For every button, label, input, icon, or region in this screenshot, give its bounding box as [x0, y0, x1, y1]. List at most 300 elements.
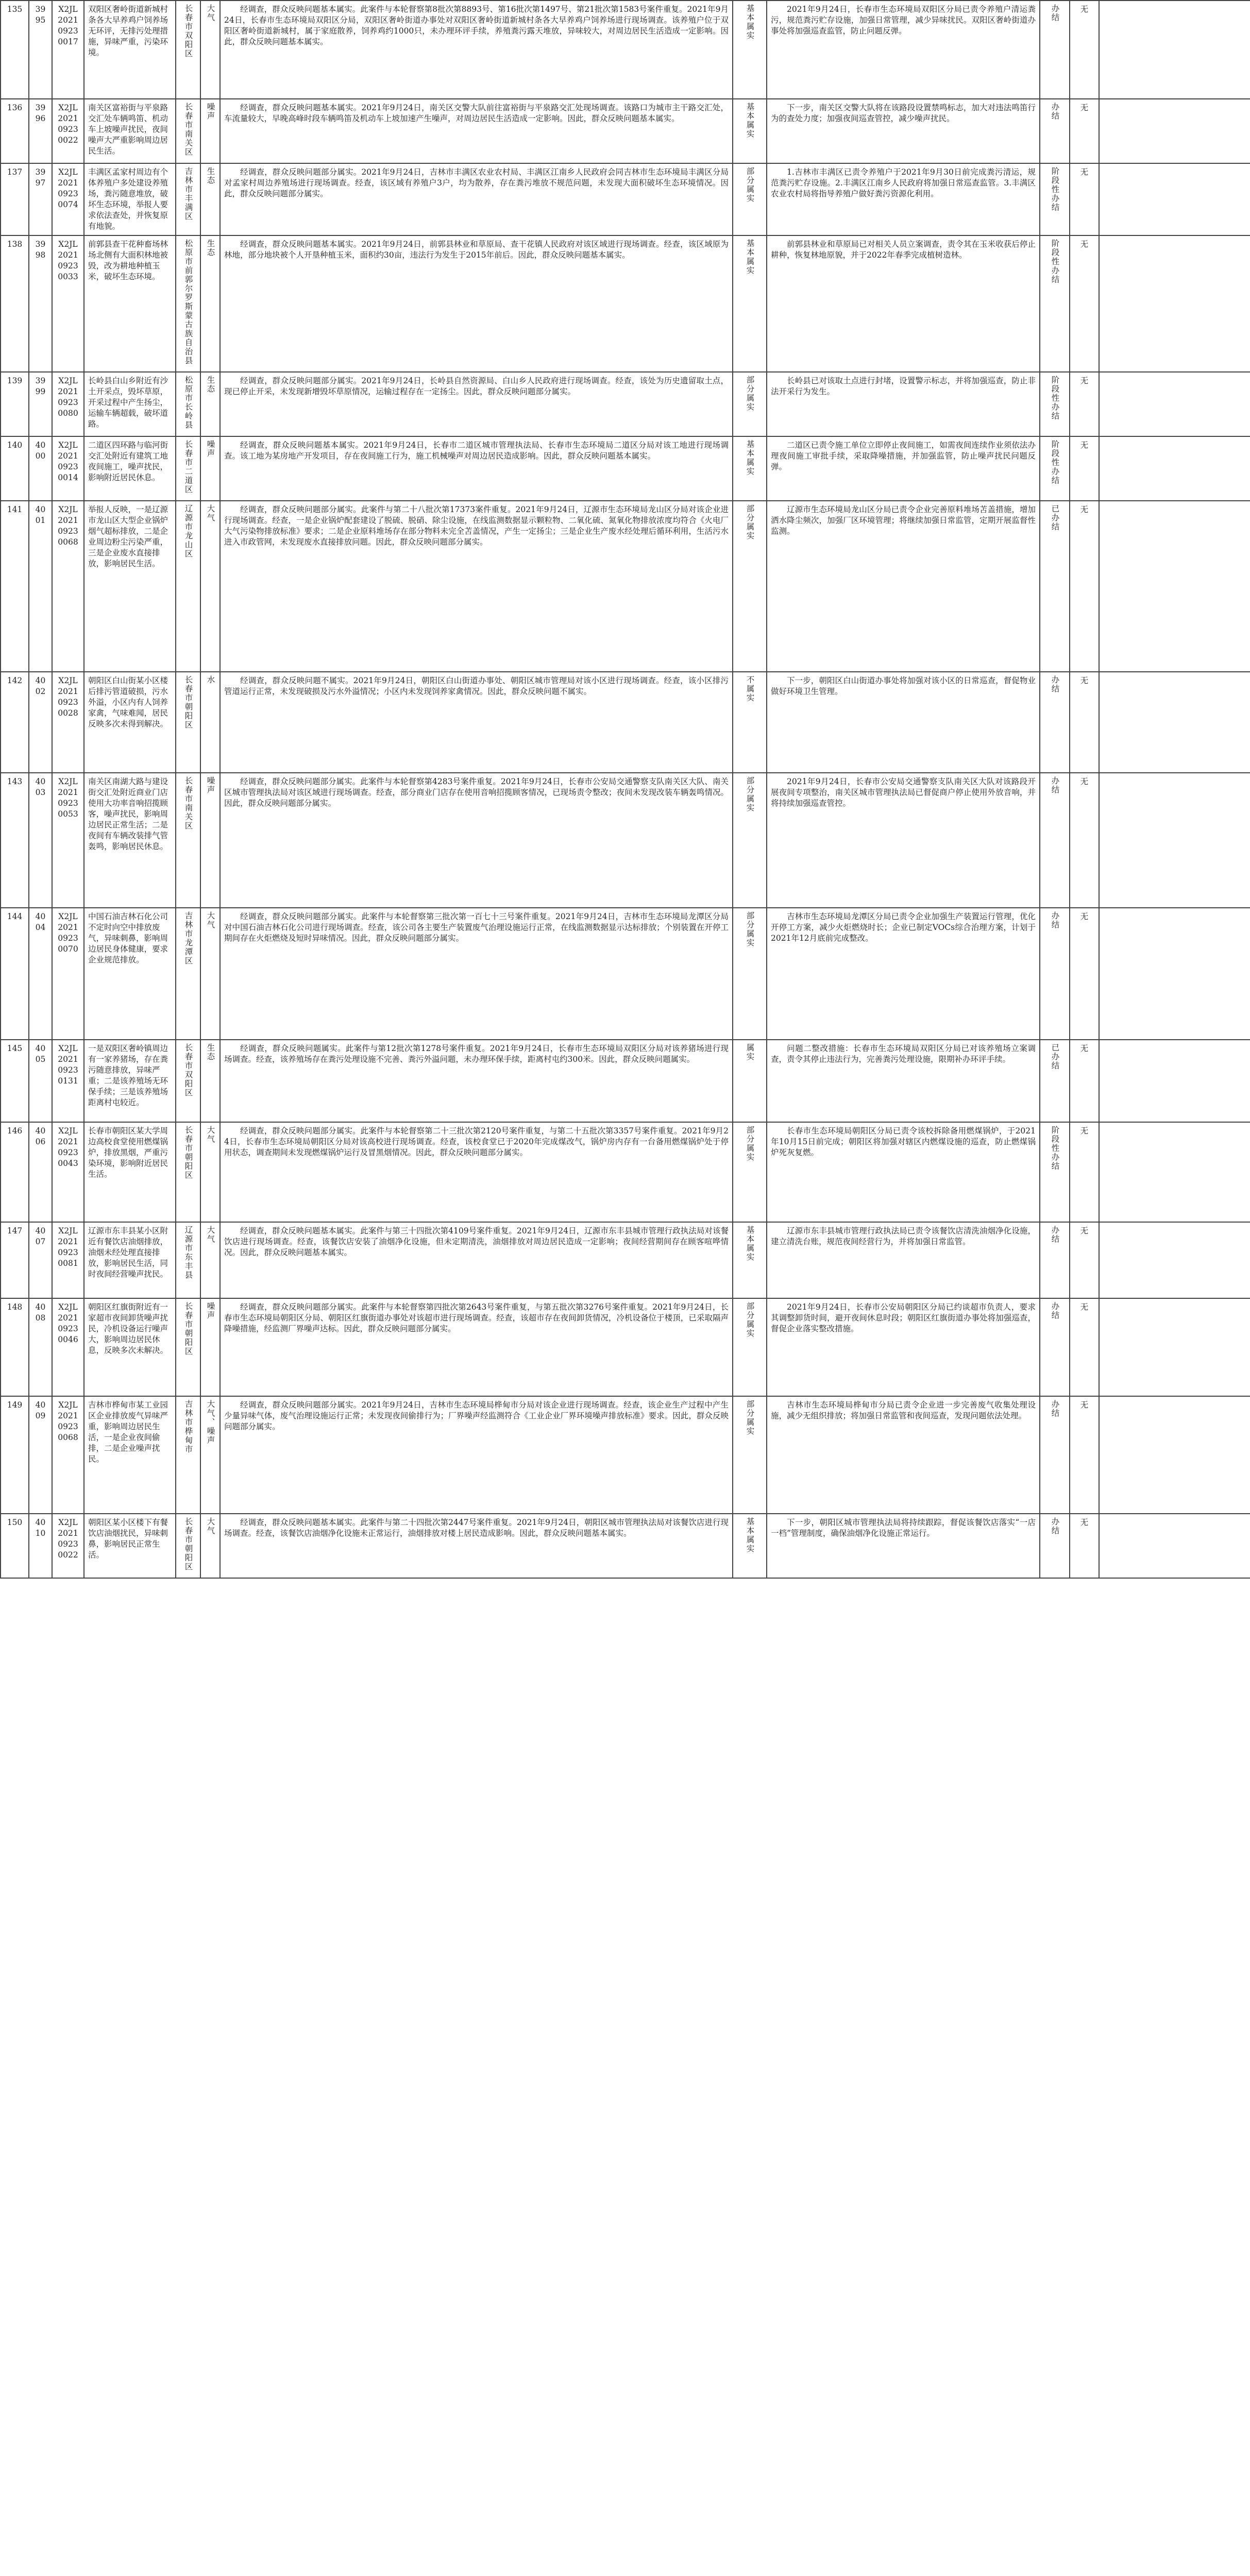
accountability-cell [1070, 1122, 1099, 1222]
status-cell [1040, 1122, 1070, 1222]
complaint-summary-cell [84, 1298, 176, 1396]
investigation-finding-cell [220, 1222, 733, 1298]
district-cell [176, 436, 200, 501]
complaint-summary-text: 辽源市东丰县某小区附近有餐饮店油烟排放，油烟未经处理直接排放，影响居民生活，同时夜间经营噪声扰民。 [88, 1226, 168, 1279]
rectification-cell [767, 908, 1040, 1040]
rectification-cell [767, 436, 1040, 501]
table-row [1, 1122, 1250, 1222]
table-row [1, 1040, 1250, 1122]
table-row [1, 908, 1250, 1040]
pollution-type-cell [200, 436, 220, 501]
accountability-cell [1070, 1040, 1099, 1122]
investigation-finding-text: 经调查，群众反映问题部分属实。此案件与本轮督察第二十三批次第2120号案件重复，与第二十五批次第3357号案件重复。2021年9月24日，长春市生态环境局朝阳区分局对该高校进行现场调查。经查，该校食堂已于2020年完成煤改气，锅炉房内存有一台备用燃煤锅炉处于停用状态，调查期间未发现燃煤锅炉运行及冒黑烟情况。因此，群众反映问题部分属实。 [224, 1126, 729, 1157]
status-cell [1040, 1040, 1070, 1122]
investigation-finding-cell [220, 501, 733, 672]
verdict-text: 部分属实 [745, 776, 755, 812]
verdict-cell [733, 1222, 767, 1298]
status-cell [1040, 372, 1070, 436]
seq-number-text: 139 [7, 376, 23, 385]
case-code-cell [52, 1, 84, 99]
pollution-type-text: 噪声 [206, 776, 215, 794]
status-cell [1040, 672, 1070, 773]
rectification-cell [767, 672, 1040, 773]
verdict-text: 部分属实 [745, 167, 755, 203]
status-text: 阶段性办结 [1050, 440, 1060, 485]
rectification-cell [767, 1040, 1040, 1122]
accountability-cell [1070, 1396, 1099, 1514]
complaint-summary-text: 朝阳区白山街某小区楼后排污管道破损，污水外溢，小区内有人饲养家禽，气味难闻，居民反映多次未得到解决。 [88, 676, 168, 728]
district-text: 辽源市龙山区 [183, 504, 193, 558]
case-code-text: X2JL202109230068 [58, 505, 78, 547]
case-code-text: X2JL202109230014 [58, 440, 78, 482]
pollution-type-text: 大气、噪声 [206, 1400, 215, 1445]
table-row [1, 1222, 1250, 1298]
case-number-cell [29, 372, 52, 436]
district-cell [176, 372, 200, 436]
status-cell [1040, 908, 1070, 1040]
status-text: 阶段性办结 [1050, 167, 1060, 212]
case-number-cell [29, 773, 52, 908]
pollution-type-cell [200, 372, 220, 436]
verdict-text: 部分属实 [745, 1126, 755, 1162]
investigation-finding-text: 经调查，群众反映问题部分属实。此案件与本轮督察第三批次第一百七十三号案件重复。2021年9月24日，吉林市生态环境局龙潭区分局对中国石油吉林石化公司进行现场调查。经查，该公司各主要生产装置废气治理设施运行正常，在线监测数据显示达标排放；个别装置在开停工期间存在火炬燃烧及短时异味情况。因此，群众反映问题部分属实。 [224, 912, 729, 943]
seq-number-cell [1, 1222, 29, 1298]
case-code-cell [52, 1222, 84, 1298]
case-number-cell [29, 1222, 52, 1298]
district-cell [176, 99, 200, 163]
investigation-finding-text: 经调查，群众反映问题部分属实。此案件与第二十八批次第17373案件重复。2021年9月24日，辽源市生态环境局龙山区分局对该企业进行现场调查。经查，一是企业锅炉配套建设了脱硫、脱硝、除尘设施，在线监测数据显示颗粒物、二氧化硫、氮氧化物排放浓度均符合《火电厂大气污染物排放标准》要求；二是企业原料堆场存在部分物料未完全苫盖情况，产生一定扬尘；三是企业生产废水经处理后循环利用，生活污水进入市政管网，未发现废水直接排放问题。因此，群众反映问题部分属实。 [224, 505, 729, 547]
case-code-cell [52, 908, 84, 1040]
status-cell [1040, 1222, 1070, 1298]
accountability-text: 无 [1080, 440, 1089, 450]
district-cell [176, 1514, 200, 1578]
case-code-text: X2JL202109230068 [58, 1400, 78, 1442]
case-code-text: X2JL202109230070 [58, 912, 78, 954]
case-code-text: X2JL202109230022 [58, 103, 78, 145]
remark-cell [1099, 908, 1250, 1040]
verdict-cell [733, 1040, 767, 1122]
investigation-finding-cell [220, 1040, 733, 1122]
accountability-cell [1070, 908, 1099, 1040]
status-cell [1040, 501, 1070, 672]
pollution-type-text: 噪声 [206, 1302, 215, 1320]
pollution-type-text: 生态 [206, 239, 215, 257]
pollution-type-cell [200, 1298, 220, 1396]
verdict-text: 基本属实 [745, 1226, 755, 1262]
status-cell [1040, 1298, 1070, 1396]
accountability-text: 无 [1080, 167, 1089, 177]
case-number-text: 4002 [35, 676, 46, 696]
verdict-cell [733, 773, 767, 908]
rectification-text: 2021年9月24日，长春市公安局朝阳区分局已约谈超市负责人，要求其调整卸货时间，避开夜间休息时段；朝阳区红旗街道办事处将加强巡查，督促企业落实整改措施。 [771, 1302, 1036, 1333]
pollution-type-text: 大气 [206, 911, 215, 929]
seq-number-cell [1, 1396, 29, 1514]
pollution-type-cell [200, 672, 220, 773]
remark-cell [1099, 436, 1250, 501]
investigation-finding-text: 经调查，群众反映问题基本属实。2021年9月24日，前郭县林业和草原局、查干花镇人民政府对该区域进行现场调查。经查，该区域原为林地，部分地块被个人开垦种植玉米，面积约30亩，违法行为发生于2015年前后。因此，群众反映问题基本属实。 [224, 240, 729, 260]
district-text: 长春市双阳区 [183, 4, 193, 58]
verdict-text: 属实 [745, 1043, 755, 1061]
complaint-summary-text: 朝阳区某小区楼下有餐饮店油烟扰民，异味刺鼻，影响居民正常生活。 [88, 1518, 168, 1560]
investigation-finding-cell [220, 99, 733, 163]
seq-number-text: 143 [7, 777, 23, 786]
seq-number-cell [1, 672, 29, 773]
remark-cell [1099, 773, 1250, 908]
rectification-cell [767, 235, 1040, 372]
status-cell [1040, 163, 1070, 235]
district-text: 辽源市东丰县 [183, 1226, 193, 1280]
seq-number-text: 148 [7, 1302, 23, 1312]
case-number-cell [29, 501, 52, 672]
verdict-text: 基本属实 [745, 239, 755, 275]
table-row [1, 235, 1250, 372]
pollution-type-cell [200, 1122, 220, 1222]
status-text: 已办结 [1050, 1043, 1060, 1071]
case-number-text: 4008 [35, 1302, 46, 1323]
verdict-cell [733, 1396, 767, 1514]
district-text: 吉林市龙潭区 [183, 911, 193, 965]
verdict-text: 部分属实 [745, 504, 755, 540]
accountability-text: 无 [1080, 676, 1089, 685]
investigation-finding-text: 经调查，群众反映问题部分属实。2021年9月24日，吉林市丰满区农业农村局、丰满区江南乡人民政府会同吉林市生态环境局丰满区分局对孟家村周边养殖场进行现场调查。经查，该区域有养殖户3户，均为散养，存在粪污堆放不规范问题，未发现大面积破坏生态环境情况。因此，群众反映问题部分属实。 [224, 167, 729, 198]
investigation-finding-text: 经调查，群众反映问题基本属实。此案件与第三十四批次第4109号案件重复。2021年9月24日，辽源市东丰县城市管理行政执法局对该餐饮店进行现场调查。经查，该餐饮店安装了油烟净化设施，但未定期清洗，油烟排放对周边居民造成一定影响；夜间经营期间存在顾客喧哗情况。因此，群众反映问题基本属实。 [224, 1226, 729, 1257]
case-code-text: X2JL202109230053 [58, 777, 78, 819]
investigation-finding-text: 经调查，群众反映问题基本属实。此案件与第二十四批次第2447号案件重复。2021年9月24日，朝阳区城市管理执法局对该餐饮店进行现场调查。经查，该餐饮店油烟净化设施未正常运行，油烟排放对楼上居民造成影响。因此，群众反映问题基本属实。 [224, 1518, 729, 1538]
remark-cell [1099, 372, 1250, 436]
investigation-finding-text: 经调查，群众反映问题基本属实。2021年9月24日，长春市二道区城市管理执法局、长春市生态环境局二道区分局对该工地进行现场调查。该工地为某房地产开发项目，存在夜间施工行为，施工机械噪声对周边居民造成影响。因此，群众反映问题基本属实。 [224, 440, 729, 461]
seq-number-text: 141 [7, 505, 23, 514]
seq-number-cell [1, 1298, 29, 1396]
case-code-cell [52, 163, 84, 235]
accountability-cell [1070, 773, 1099, 908]
district-cell [176, 1, 200, 99]
case-code-text: X2JL202109230028 [58, 676, 78, 718]
pollution-type-cell [200, 1222, 220, 1298]
pollution-type-cell [200, 1514, 220, 1578]
district-cell [176, 773, 200, 908]
pollution-type-cell [200, 1, 220, 99]
rectification-cell [767, 501, 1040, 672]
pollution-type-cell [200, 235, 220, 372]
rectification-text: 辽源市生态环境局龙山区分局已责令企业完善原料堆场苫盖措施，增加洒水降尘频次，加强厂区环境管理；将继续加强日常监管，定期开展监督性监测。 [771, 505, 1036, 536]
complaint-table-body [1, 1, 1250, 1578]
case-code-cell [52, 672, 84, 773]
complaint-summary-text: 长岭县白山乡附近有沙土开采点，毁坏草原，开采过程中产生扬尘，运输车辆超载，破坏道路。 [88, 376, 168, 429]
district-cell [176, 1040, 200, 1122]
complaint-summary-cell [84, 773, 176, 908]
case-number-text: 4007 [35, 1226, 46, 1246]
case-number-cell [29, 1514, 52, 1578]
investigation-finding-text: 经调查，群众反映问题部分属实。2021年9月24日，长岭县自然资源局、白山乡人民政府进行现场调查。经查，该处为历史遗留取土点，现已停止开采，未发现新增毁坏草原情况，运输过程存在一定扬尘。因此，群众反映问题部分属实。 [224, 376, 729, 396]
status-text: 阶段性办结 [1050, 1126, 1060, 1171]
seq-number-cell [1, 99, 29, 163]
case-number-text: 4003 [35, 777, 46, 797]
case-number-text: 3996 [35, 103, 46, 123]
remark-cell [1099, 235, 1250, 372]
district-text: 长春市朝阳区 [183, 675, 193, 730]
complaint-summary-cell [84, 163, 176, 235]
rectification-text: 下一步，朝阳区白山街道办事处将加强对该小区的日常巡查，督促物业做好环境卫生管理。 [771, 676, 1036, 696]
seq-number-cell [1, 908, 29, 1040]
case-code-text: X2JL202109230033 [58, 240, 78, 281]
rectification-cell [767, 1, 1040, 99]
case-code-cell [52, 1514, 84, 1578]
district-cell [176, 908, 200, 1040]
complaint-summary-text: 举报人反映，一是辽源市龙山区大型企业锅炉烟气超标排放，二是企业周边粉尘污染严重，三是企业废水直接排放，影响居民生活。 [88, 505, 168, 568]
accountability-cell [1070, 501, 1099, 672]
verdict-text: 基本属实 [745, 1517, 755, 1553]
district-cell [176, 1122, 200, 1222]
accountability-text: 无 [1080, 777, 1089, 786]
case-code-text: X2JL202109230022 [58, 1518, 78, 1560]
status-cell [1040, 1514, 1070, 1578]
accountability-text: 无 [1080, 5, 1089, 14]
pollution-type-text: 大气 [206, 1517, 215, 1535]
case-number-cell [29, 672, 52, 773]
remark-cell [1099, 1298, 1250, 1396]
accountability-text: 无 [1080, 1044, 1089, 1053]
case-number-text: 3999 [35, 376, 46, 396]
district-cell [176, 1298, 200, 1396]
table-row [1, 436, 1250, 501]
district-text: 松原市长岭县 [183, 376, 193, 430]
table-row [1, 672, 1250, 773]
case-number-text: 4000 [35, 440, 46, 461]
district-text: 长春市二道区 [183, 440, 193, 494]
status-cell [1040, 436, 1070, 501]
seq-number-cell [1, 1514, 29, 1578]
investigation-finding-cell [220, 773, 733, 908]
accountability-cell [1070, 1222, 1099, 1298]
pollution-type-cell [200, 501, 220, 672]
verdict-text: 基本属实 [745, 103, 755, 139]
district-text: 吉林市桦甸市 [183, 1400, 193, 1454]
case-number-text: 4004 [35, 912, 46, 932]
seq-number-text: 140 [7, 440, 23, 450]
accountability-cell [1070, 163, 1099, 235]
verdict-text: 部分属实 [745, 376, 755, 412]
investigation-finding-text: 经调查，群众反映问题部分属实。此案件与本轮督察第四批次第2643号案件重复，与第五批次第3276号案件重复。2021年9月24日，长春市生态环境局朝阳区分局、朝阳区红旗街道办事处对该超市进行现场调查。经查，该超市存在夜间卸货情况，冷机设备位于楼顶，已采取隔声降噪措施，经监测厂界噪声达标。因此，群众反映问题部分属实。 [224, 1302, 729, 1333]
investigation-finding-cell [220, 235, 733, 372]
complaint-summary-cell [84, 1122, 176, 1222]
seq-number-cell [1, 1040, 29, 1122]
status-cell [1040, 1, 1070, 99]
status-text: 阶段性办结 [1050, 376, 1060, 421]
table-row [1, 1, 1250, 99]
status-text: 办结 [1050, 911, 1060, 929]
investigation-finding-cell [220, 1, 733, 99]
accountability-text: 无 [1080, 103, 1089, 112]
pollution-type-text: 生态 [206, 1043, 215, 1061]
accountability-text: 无 [1080, 1400, 1089, 1410]
case-number-cell [29, 1298, 52, 1396]
investigation-finding-cell [220, 436, 733, 501]
case-number-cell [29, 436, 52, 501]
status-text: 阶段性办结 [1050, 239, 1060, 284]
seq-number-text: 144 [7, 912, 23, 921]
investigation-finding-cell [220, 1122, 733, 1222]
complaint-summary-text: 南关区富裕街与平泉路交汇处车辆鸣笛、机动车上坡噪声扰民，夜间噪声大严重影响周边居民生活。 [88, 103, 168, 156]
seq-number-text: 142 [7, 676, 23, 685]
seq-number-text: 145 [7, 1044, 23, 1053]
rectification-cell [767, 773, 1040, 908]
status-text: 办结 [1050, 776, 1060, 794]
accountability-cell [1070, 672, 1099, 773]
pollution-type-text: 生态 [206, 376, 215, 394]
district-text: 长春市双阳区 [183, 1043, 193, 1097]
case-number-cell [29, 1396, 52, 1514]
case-code-cell [52, 436, 84, 501]
accountability-text: 无 [1080, 505, 1089, 514]
district-text: 长春市朝阳区 [183, 1517, 193, 1571]
pollution-type-cell [200, 163, 220, 235]
case-code-text: X2JL202109230074 [58, 167, 78, 209]
case-number-text: 3998 [35, 240, 46, 260]
district-cell [176, 1396, 200, 1514]
case-code-text: X2JL202109230017 [58, 5, 78, 46]
complaint-summary-text: 朝阳区红旗街附近有一家超市夜间卸货噪声扰民，冷机设备运行噪声大，影响周边居民休息，反映多次未解决。 [88, 1302, 168, 1355]
case-number-text: 4010 [35, 1518, 46, 1538]
rectification-text: 长岭县已对该取土点进行封堵，设置警示标志，并将加强巡查，防止非法开采行为发生。 [771, 376, 1036, 396]
remark-cell [1099, 1396, 1250, 1514]
complaint-summary-cell [84, 1514, 176, 1578]
district-cell [176, 163, 200, 235]
remark-cell [1099, 672, 1250, 773]
pollution-type-cell [200, 99, 220, 163]
case-code-cell [52, 99, 84, 163]
investigation-finding-cell [220, 908, 733, 1040]
pollution-type-cell [200, 1040, 220, 1122]
complaint-summary-cell [84, 1, 176, 99]
accountability-cell [1070, 235, 1099, 372]
verdict-text: 基本属实 [745, 440, 755, 476]
case-code-text: X2JL202109230081 [58, 1226, 78, 1268]
accountability-text: 无 [1080, 240, 1089, 249]
accountability-text: 无 [1080, 1518, 1089, 1527]
seq-number-text: 137 [7, 167, 23, 177]
verdict-cell [733, 235, 767, 372]
table-row [1, 163, 1250, 235]
verdict-text: 不属实 [745, 675, 755, 703]
complaint-summary-cell [84, 1222, 176, 1298]
investigation-finding-text: 经调查，群众反映问题属实。此案件与第12批次第1278号案件重复。2021年9月24日，长春市生态环境局双阳区分局对该养猪场进行现场调查。经查，该养殖场存在粪污处理设施不完善、粪污外溢问题，未办理环保手续，距离村屯约300米。因此，群众反映问题属实。 [224, 1044, 729, 1064]
table-row [1, 99, 1250, 163]
accountability-cell [1070, 436, 1099, 501]
complaint-summary-text: 中国石油吉林石化公司不定时向空中排放废气，异味刺鼻，影响周边居民身体健康，要求企业规范排放。 [88, 912, 168, 964]
rectification-cell [767, 1514, 1040, 1578]
seq-number-cell [1, 501, 29, 672]
case-number-cell [29, 1122, 52, 1222]
accountability-text: 无 [1080, 1226, 1089, 1235]
verdict-cell [733, 908, 767, 1040]
seq-number-text: 150 [7, 1518, 23, 1527]
accountability-text: 无 [1080, 912, 1089, 921]
seq-number-cell [1, 773, 29, 908]
seq-number-text: 135 [7, 5, 23, 14]
rectification-text: 问题二整改措施：长春市生态环境局双阳区分局已对该养殖场立案调查，责令其停止违法行为，完善粪污处理设施，限期补办环评手续。 [771, 1044, 1036, 1064]
district-cell [176, 501, 200, 672]
pollution-type-text: 大气 [206, 4, 215, 22]
seq-number-cell [1, 1, 29, 99]
pollution-type-cell [200, 1396, 220, 1514]
investigation-finding-cell [220, 1396, 733, 1514]
status-text: 办结 [1050, 675, 1060, 693]
district-text: 长春市南关区 [183, 103, 193, 157]
investigation-finding-cell [220, 163, 733, 235]
complaint-summary-text: 二道区四环路与临河街交汇处附近有建筑工地夜间施工，噪声扰民，影响附近居民休息。 [88, 440, 168, 482]
table-row [1, 1514, 1250, 1578]
verdict-cell [733, 1514, 767, 1578]
case-code-cell [52, 1298, 84, 1396]
status-cell [1040, 99, 1070, 163]
complaint-summary-text: 南关区南湖大路与建设街交汇处附近商业门店使用大功率音响招揽顾客，噪声扰民，影响周边居民正常生活；二是夜间有车辆改装排气管轰鸣，影响居民休息。 [88, 777, 168, 851]
complaint-summary-cell [84, 672, 176, 773]
remark-cell [1099, 1, 1250, 99]
rectification-text: 下一步，南关区交警大队将在该路段设置禁鸣标志，加大对违法鸣笛行为的查处力度；加强夜间巡查管控，减少噪声扰民。 [771, 103, 1036, 123]
status-cell [1040, 235, 1070, 372]
case-number-cell [29, 1, 52, 99]
remark-cell [1099, 1514, 1250, 1578]
remark-cell [1099, 163, 1250, 235]
rectification-text: 下一步，朝阳区城市管理执法局将持续跟踪，督促该餐饮店落实“一店一档”管理制度，确保油烟净化设施正常运行。 [771, 1518, 1036, 1538]
case-code-cell [52, 773, 84, 908]
case-code-cell [52, 235, 84, 372]
pollution-type-cell [200, 908, 220, 1040]
remark-cell [1099, 1122, 1250, 1222]
pollution-type-text: 生态 [206, 167, 215, 185]
status-text: 办结 [1050, 4, 1060, 22]
pollution-type-text: 大气 [206, 1226, 215, 1244]
complaint-summary-cell [84, 372, 176, 436]
rectification-text: 辽源市东丰县城市管理行政执法局已责令该餐饮店清洗油烟净化设施，建立清洗台账，规范夜间经营行为，并将加强日常监管。 [771, 1226, 1036, 1246]
seq-number-cell [1, 235, 29, 372]
complaint-summary-cell [84, 501, 176, 672]
pollution-type-text: 噪声 [206, 103, 215, 121]
investigation-finding-text: 经调查，群众反映问题基本属实。2021年9月24日，南关区交警大队前往富裕街与平泉路交汇处现场调查。该路口为城市主干路交汇处，车流量较大，早晚高峰时段车辆鸣笛及机动车上坡加速产生噪声，对周边居民生活造成一定影响。因此，群众反映问题基本属实。 [224, 103, 729, 123]
remark-cell [1099, 501, 1250, 672]
rectification-cell [767, 1298, 1040, 1396]
complaint-summary-cell [84, 908, 176, 1040]
case-number-cell [29, 1040, 52, 1122]
case-code-text: X2JL202109230043 [58, 1126, 78, 1168]
verdict-cell [733, 501, 767, 672]
status-text: 办结 [1050, 1400, 1060, 1418]
verdict-cell [733, 1, 767, 99]
complaint-summary-cell [84, 99, 176, 163]
accountability-cell [1070, 1298, 1099, 1396]
table-row [1, 501, 1250, 672]
pollution-type-text: 大气 [206, 504, 215, 522]
remark-cell [1099, 1040, 1250, 1122]
case-number-cell [29, 235, 52, 372]
case-number-text: 3995 [35, 5, 46, 25]
complaint-summary-cell [84, 1040, 176, 1122]
complaint-summary-text: 吉林市桦甸市某工业园区企业排放废气异味严重，影响周边居民生活，一是企业夜间偷排，二是企业噪声扰民。 [88, 1400, 168, 1464]
rectification-text: 吉林市生态环境局龙潭区分局已责令企业加强生产装置运行管理，优化开停工方案，减少火炬燃烧时长；企业已制定VOCs综合治理方案，计划于2021年12月底前完成整改。 [771, 912, 1036, 943]
status-cell [1040, 773, 1070, 908]
case-code-cell [52, 1396, 84, 1514]
seq-number-text: 149 [7, 1400, 23, 1410]
rectification-text: 长春市生态环境局朝阳区分局已责令该校拆除备用燃煤锅炉，于2021年10月15日前完成；朝阳区将加强对辖区内燃煤设施的巡查，防止燃煤锅炉死灰复燃。 [771, 1126, 1036, 1157]
seq-number-text: 146 [7, 1126, 23, 1136]
seq-number-cell [1, 372, 29, 436]
district-text: 长春市朝阳区 [183, 1126, 193, 1180]
district-text: 松原市前郭尔罗斯蒙古族自治县 [183, 239, 193, 365]
complaint-summary-text: 丰满区孟家村周边有个体养殖户多处建设养殖场，粪污随意堆放，破坏生态环境，举报人要求依法查处，并恢复原有地貌。 [88, 167, 168, 231]
investigation-finding-cell [220, 1298, 733, 1396]
accountability-cell [1070, 99, 1099, 163]
pollution-type-cell [200, 773, 220, 908]
